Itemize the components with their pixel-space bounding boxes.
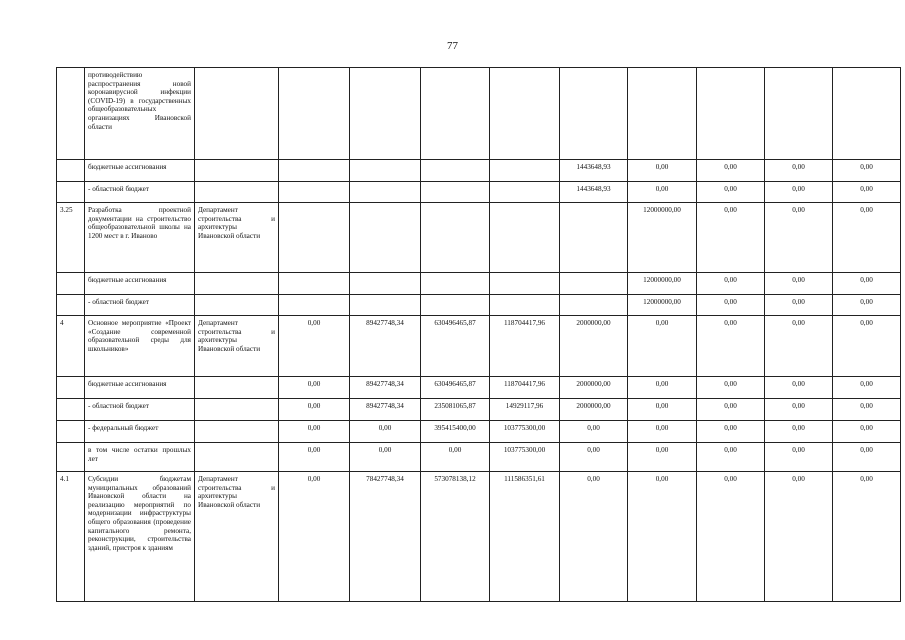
row-value: 0,00 — [628, 160, 697, 182]
row-value: 0,00 — [765, 160, 833, 182]
row-value: 0,00 — [350, 443, 421, 472]
row-value: 12000000,00 — [628, 295, 697, 316]
table-row — [57, 377, 901, 399]
row-value: 0,00 — [765, 295, 833, 316]
row-value: 0,00 — [765, 316, 833, 377]
page-number: 77 — [447, 40, 458, 52]
table-row — [57, 316, 901, 377]
row-index — [57, 160, 85, 182]
row-value — [490, 295, 560, 316]
row-value: 12000000,00 — [628, 203, 697, 273]
row-name: противодействию распространения новой коронавирусной инфекции (COVID-19) в государственных общеобразовательных организациях Ивановской области — [85, 68, 195, 160]
row-value: 0,00 — [833, 160, 901, 182]
row-value: 2000000,00 — [560, 316, 628, 377]
row-value: 0,00 — [279, 421, 350, 443]
row-value: 103775300,00 — [490, 443, 560, 472]
row-value — [421, 182, 490, 203]
row-index — [57, 399, 85, 421]
row-value: 0,00 — [697, 273, 765, 295]
table-row — [57, 182, 901, 203]
row-executor — [195, 421, 279, 443]
row-value: 118704417,96 — [490, 377, 560, 399]
row-value — [279, 295, 350, 316]
row-index: 3.25 — [57, 203, 85, 273]
row-value: 0,00 — [833, 421, 901, 443]
row-value: 0,00 — [628, 399, 697, 421]
row-value: 0,00 — [697, 443, 765, 472]
row-value: 1443648,93 — [560, 160, 628, 182]
row-value: 235081065,87 — [421, 399, 490, 421]
row-executor — [195, 377, 279, 399]
row-value: 0,00 — [350, 421, 421, 443]
row-value: 0,00 — [628, 377, 697, 399]
row-value — [421, 203, 490, 273]
row-index — [57, 182, 85, 203]
row-executor — [195, 68, 279, 160]
row-value: 0,00 — [833, 182, 901, 203]
row-executor — [195, 295, 279, 316]
row-value: 0,00 — [765, 472, 833, 602]
row-value — [350, 295, 421, 316]
row-value: 0,00 — [697, 421, 765, 443]
row-executor — [195, 399, 279, 421]
row-name: бюджетные ассигнования — [85, 160, 195, 182]
row-value — [421, 68, 490, 160]
table-row — [57, 295, 901, 316]
row-value: 0,00 — [279, 472, 350, 602]
row-value: 0,00 — [697, 377, 765, 399]
row-value: 89427748,34 — [350, 316, 421, 377]
row-value — [697, 68, 765, 160]
row-value — [350, 203, 421, 273]
row-value: 0,00 — [765, 421, 833, 443]
row-value: 0,00 — [560, 421, 628, 443]
row-index: 4.1 — [57, 472, 85, 602]
row-value: 0,00 — [833, 377, 901, 399]
row-executor: Департамент строительства и архитектуры Ивановской области — [195, 203, 279, 273]
row-index — [57, 68, 85, 160]
row-value — [421, 273, 490, 295]
row-value: 630496465,87 — [421, 316, 490, 377]
row-name: бюджетные ассигнования — [85, 273, 195, 295]
row-value: 0,00 — [697, 182, 765, 203]
budget-table — [56, 67, 901, 602]
row-executor: Департамент строительства и архитектуры Ивановской области — [195, 316, 279, 377]
row-name: Субсидии бюджетам муниципальных образований Ивановской области на реализацию мероприятий по модернизации инфраструктуры общего образования (проведение капитального ремонта, реконструкции, строительства зданий, пристроя к зданиям — [85, 472, 195, 602]
row-name: - федеральный бюджет — [85, 421, 195, 443]
row-value — [560, 68, 628, 160]
row-value: 0,00 — [833, 443, 901, 472]
row-name: - областной бюджет — [85, 295, 195, 316]
row-name: - областной бюджет — [85, 182, 195, 203]
row-value: 2000000,00 — [560, 377, 628, 399]
row-value: 14929117,96 — [490, 399, 560, 421]
row-name: - областной бюджет — [85, 399, 195, 421]
row-value: 0,00 — [765, 182, 833, 203]
row-executor: Департамент строительства и архитектуры Ивановской области — [195, 472, 279, 602]
row-name: в том числе остатки прошлых лет — [85, 443, 195, 472]
row-value — [490, 273, 560, 295]
row-value: 0,00 — [765, 443, 833, 472]
row-index — [57, 443, 85, 472]
row-name: Разработка проектной документации на строительство общеобразовательной школы на 1200 мест в г. Иваново — [85, 203, 195, 273]
row-index — [57, 273, 85, 295]
row-name: Основное мероприятие «Проект «Создание современной образовательной среды для школьников» — [85, 316, 195, 377]
row-value: 0,00 — [628, 182, 697, 203]
row-index — [57, 421, 85, 443]
table-row — [57, 68, 901, 160]
row-index — [57, 377, 85, 399]
row-value: 0,00 — [560, 472, 628, 602]
row-name: бюджетные ассигнования — [85, 377, 195, 399]
row-value: 0,00 — [765, 399, 833, 421]
row-value: 0,00 — [628, 472, 697, 602]
row-value — [560, 295, 628, 316]
table-row — [57, 421, 901, 443]
row-value: 0,00 — [697, 399, 765, 421]
row-index: 4 — [57, 316, 85, 377]
row-value: 0,00 — [628, 421, 697, 443]
row-value: 573078138,12 — [421, 472, 490, 602]
row-value: 630496465,87 — [421, 377, 490, 399]
table-row — [57, 273, 901, 295]
row-executor — [195, 443, 279, 472]
row-value: 0,00 — [560, 443, 628, 472]
table-row — [57, 160, 901, 182]
row-value: 111586351,61 — [490, 472, 560, 602]
row-value — [279, 68, 350, 160]
row-value: 118704417,96 — [490, 316, 560, 377]
row-value — [279, 160, 350, 182]
row-value — [765, 68, 833, 160]
row-value: 89427748,34 — [350, 399, 421, 421]
row-executor — [195, 182, 279, 203]
row-value: 2000000,00 — [560, 399, 628, 421]
row-value: 12000000,00 — [628, 273, 697, 295]
table-row — [57, 399, 901, 421]
row-value — [350, 160, 421, 182]
table-row — [57, 472, 901, 602]
row-value: 103775300,00 — [490, 421, 560, 443]
row-value — [490, 203, 560, 273]
row-value: 0,00 — [697, 160, 765, 182]
row-value: 0,00 — [765, 273, 833, 295]
row-value — [350, 182, 421, 203]
row-value: 0,00 — [279, 443, 350, 472]
row-value — [490, 68, 560, 160]
row-value: 0,00 — [833, 295, 901, 316]
row-value — [279, 182, 350, 203]
row-value: 0,00 — [628, 443, 697, 472]
row-value: 0,00 — [697, 203, 765, 273]
row-value — [421, 295, 490, 316]
row-value: 0,00 — [697, 295, 765, 316]
table-row — [57, 203, 901, 273]
row-value: 0,00 — [697, 316, 765, 377]
row-value — [490, 160, 560, 182]
row-value: 0,00 — [833, 203, 901, 273]
row-executor — [195, 160, 279, 182]
row-value: 89427748,34 — [350, 377, 421, 399]
row-value: 0,00 — [421, 443, 490, 472]
row-value: 0,00 — [279, 316, 350, 377]
row-value — [833, 68, 901, 160]
row-value: 1443648,93 — [560, 182, 628, 203]
row-value — [350, 68, 421, 160]
row-value — [279, 203, 350, 273]
row-value — [279, 273, 350, 295]
row-value — [628, 68, 697, 160]
row-value: 0,00 — [765, 377, 833, 399]
row-value — [490, 182, 560, 203]
row-value — [421, 160, 490, 182]
row-value: 0,00 — [833, 316, 901, 377]
row-executor — [195, 273, 279, 295]
row-value: 0,00 — [765, 203, 833, 273]
row-index — [57, 295, 85, 316]
row-value: 0,00 — [697, 472, 765, 602]
row-value: 0,00 — [833, 399, 901, 421]
row-value — [560, 203, 628, 273]
row-value — [350, 273, 421, 295]
row-value: 0,00 — [279, 399, 350, 421]
row-value: 395415400,00 — [421, 421, 490, 443]
table-row — [57, 443, 901, 472]
row-value: 0,00 — [628, 316, 697, 377]
row-value — [560, 273, 628, 295]
row-value: 0,00 — [833, 472, 901, 602]
row-value: 78427748,34 — [350, 472, 421, 602]
row-value: 0,00 — [279, 377, 350, 399]
row-value: 0,00 — [833, 273, 901, 295]
